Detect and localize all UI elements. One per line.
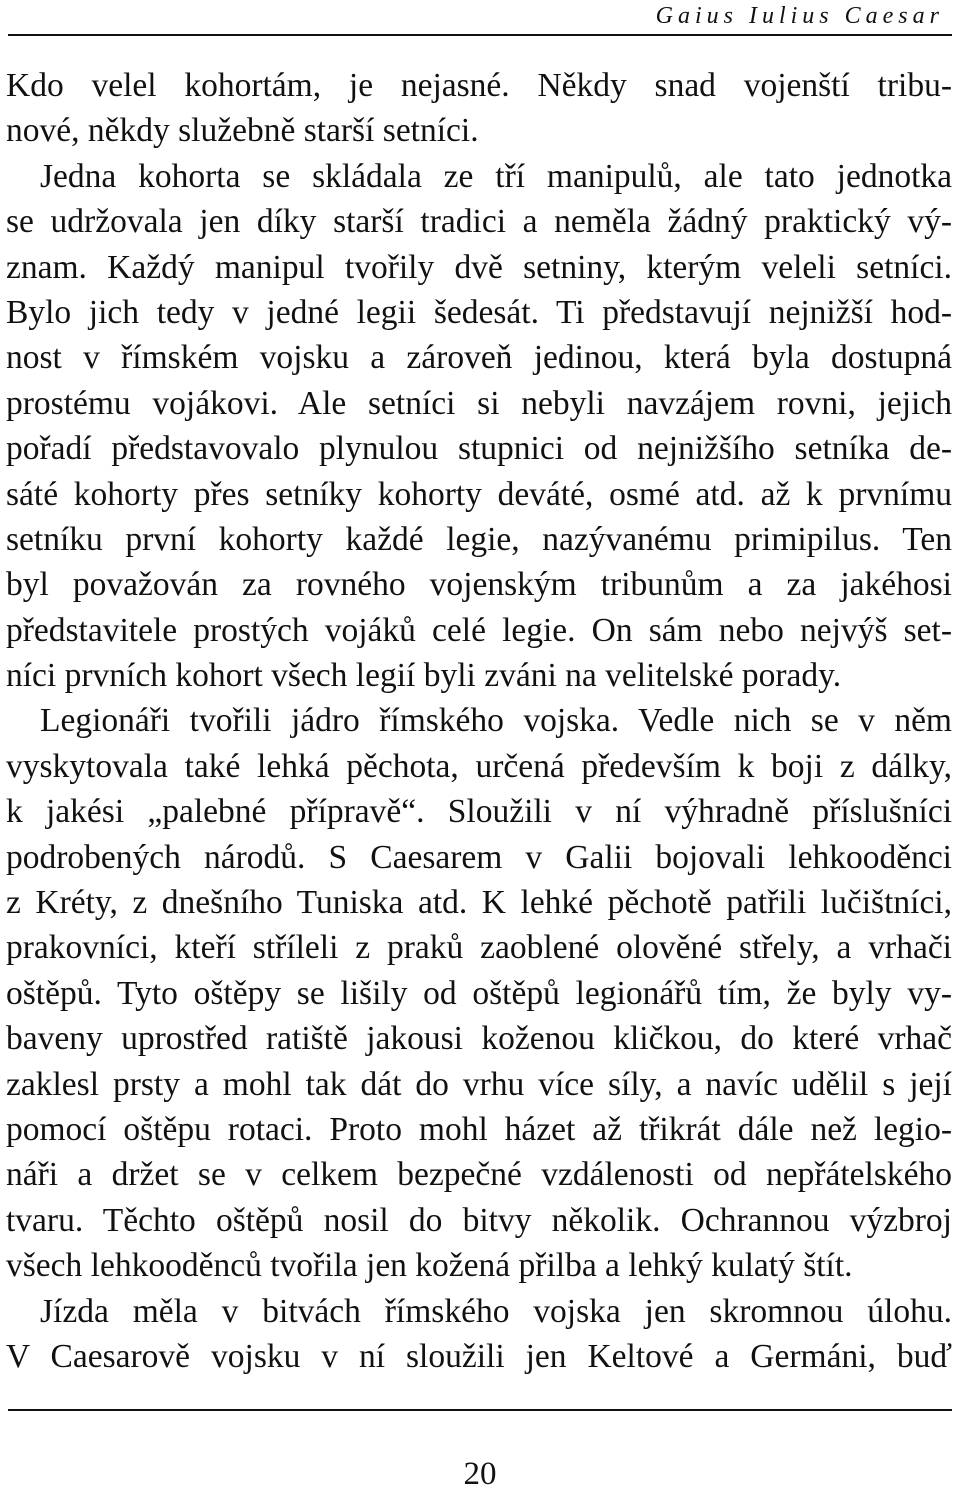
text-line: představitele prostých vojáků celé legie. On sám nebo nejvýš set- [6,611,952,649]
text-line: podrobených národů. S Caesarem v Galii bojovali lehkooděnci [6,838,952,876]
text-line: sáté kohorty přes setníky kohorty deváté, osmé atd. až k prvnímu [6,475,952,513]
text-line: oštěpů. Tyto oštěpy se lišily od oštěpů legionářů tím, že byly vy- [6,974,952,1012]
text-line: setníku první kohorty každé legie, nazývanému primipilus. Ten [6,520,952,558]
text-line: zaklesl prsty a mohl tak dát do vrhu více síly, a navíc udělil s její [6,1065,952,1103]
text-line: V Caesarově vojsku v ní sloužili jen Keltové a Germáni, buď [6,1337,952,1375]
text-line: k jakési „palebné přípravě“. Sloužili v ní výhradně příslušníci [6,793,952,831]
footer-rule [8,1409,952,1411]
text-line: vyskytovala také lehká pěchota, určená především k boji z dálky, [6,747,952,785]
text-line: tvaru. Těchto oštěpů nosil do bitvy několik. Ochrannou výzbroj [6,1201,952,1239]
text-line: prostému vojákovi. Ale setníci si nebyli navzájem rovni, jejich [6,384,952,422]
text-line: náři a držet se v celkem bezpečné vzdálenosti od nepřátelského [6,1156,952,1194]
text-line: z Kréty, z dnešního Tuniska atd. K lehké pěchotě patřili lučištníci, [6,884,952,922]
text-line: níci prvních kohort všech legií byli zváni na velitelské porady. [6,657,842,695]
text-line: Jízda měla v bitvách římského vojska jen skromnou úlohu. [40,1292,952,1330]
text-line: byl považován za rovného vojenským tribunům a za jakéhosi [6,566,952,604]
text-line: se udržovala jen díky starší tradici a neměla žádný praktický vý- [6,203,952,241]
text-line: Bylo jich tedy v jedné legii šedesát. Ti představují nejnižší hod- [6,293,952,331]
text-line: znam. Každý manipul tvořily dvě setniny, kterým veleli setníci. [6,248,952,286]
text-line: nové, někdy služebně starší setníci. [6,112,479,150]
text-line: všech lehkooděnců tvořila jen kožená přilba a lehký kulatý štít. [6,1247,853,1285]
running-header [8,0,952,36]
text-line: baveny uprostřed ratiště jakousi koženou kličkou, do které vrhač [6,1020,952,1058]
text-line: Legionáři tvořili jádro římského vojska. Vedle nich se v něm [40,702,952,740]
text-line: prakovníci, kteří stříleli z praků zaoblené olověné střely, a vrhači [6,929,952,967]
text-line: Jedna kohorta se skládala ze tří manipulů, ale tato jednotka [40,157,952,195]
page-number: 20 [463,1456,497,1492]
text-line: nost v římském vojsku a zároveň jedinou, která byla dostupná [6,339,952,377]
text-line: pořadí představovalo plynulou stupnici od nejnižšího setníka de- [6,430,952,468]
text-line: pomocí oštěpu rotaci. Proto mohl házet až třikrát dále než legio- [6,1110,952,1148]
running-title: Gaius Iulius Caesar [655,3,944,29]
body-text [6,63,952,1379]
text-line: Kdo velel kohortám, je nejasné. Někdy snad vojenští tribu- [6,67,952,104]
